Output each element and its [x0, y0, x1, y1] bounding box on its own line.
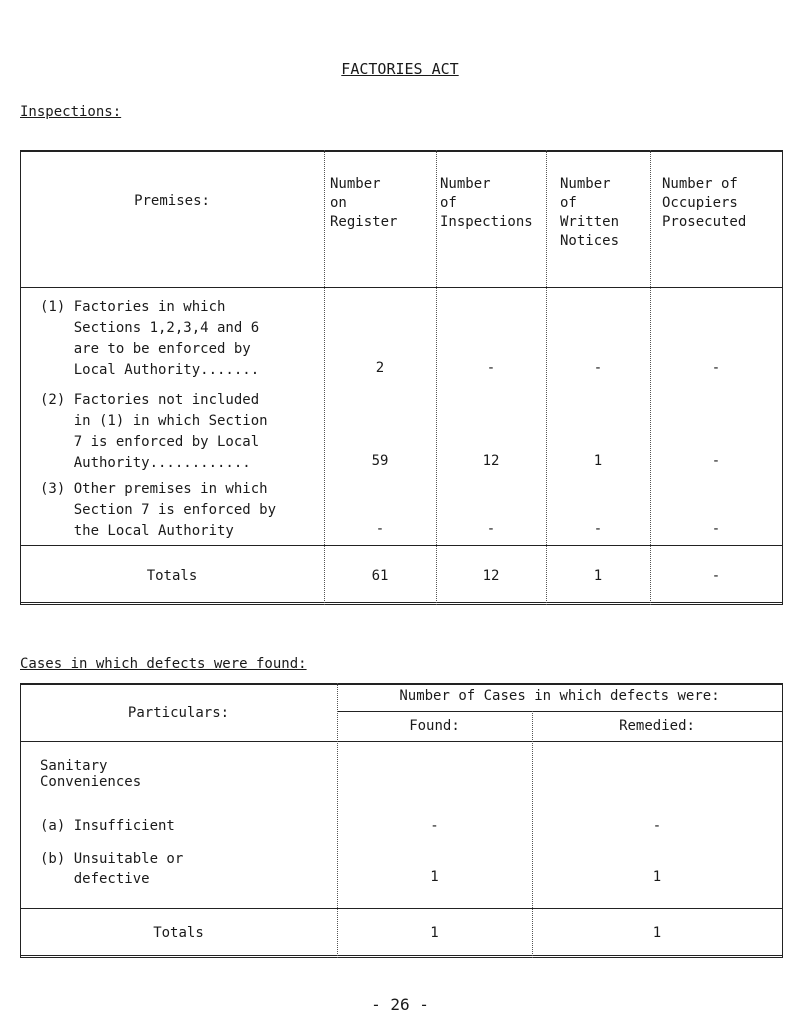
- cell-found: 1: [430, 869, 439, 885]
- row-label: (a) Insufficient: [40, 818, 175, 834]
- cell-notices: -: [593, 521, 603, 537]
- cell-register: 2: [375, 360, 385, 376]
- table-border-right: [782, 683, 783, 958]
- cell-register: 59: [371, 453, 389, 469]
- cell-found: 1: [430, 925, 439, 941]
- header-found: Found:: [409, 718, 460, 734]
- row-label: (3) Other premises in which Section 7 is enforced by the Local Authority: [40, 481, 277, 539]
- table-rule-bottom: [20, 955, 782, 958]
- table-border-right: [782, 150, 783, 605]
- row-label: (2) Factories not included in (1) in which Section 7 is enforced by Local Authority............: [40, 392, 268, 471]
- cell-notices: -: [593, 360, 603, 376]
- header-particulars: Particulars:: [127, 705, 230, 721]
- page-title: FACTORIES ACT: [341, 60, 459, 78]
- cell-remedied: 1: [652, 925, 662, 941]
- column-divider: [532, 711, 533, 958]
- table-rule-top: [20, 150, 782, 152]
- totals-label: Totals: [146, 568, 198, 584]
- cell-remedied: -: [652, 818, 662, 834]
- cell-found: -: [430, 818, 439, 834]
- row-label: (1) Factories in which Sections 1,2,3,4 and 6 are to be enforced by Local Authority.......: [40, 299, 260, 378]
- table-rule-header: [20, 287, 782, 288]
- table-rule-top: [20, 683, 782, 685]
- cell-inspections: 12: [482, 453, 500, 469]
- cell-notices: 1: [593, 568, 603, 584]
- table-rule-bottom: [20, 602, 782, 605]
- cell-inspections: -: [486, 360, 496, 376]
- header-premises: Premises:: [134, 193, 210, 209]
- cell-notices: 1: [593, 453, 603, 469]
- table-rule-totals: [20, 545, 782, 546]
- header-notices: Number of Written Notices: [560, 176, 620, 249]
- cell-inspections: -: [486, 521, 496, 537]
- defects-heading: Cases in which defects were found:: [20, 656, 307, 672]
- header-prosecuted: Number of Occupiers Prosecuted: [662, 176, 747, 230]
- table-border-left: [20, 150, 21, 605]
- cell-register: -: [375, 521, 385, 537]
- cell-prosecuted: -: [711, 568, 721, 584]
- header-register: Number on Register: [330, 176, 398, 230]
- cell-prosecuted: -: [711, 453, 721, 469]
- header-defects-group: Number of Cases in which defects were:: [399, 688, 720, 704]
- table-rule-subheader: [337, 711, 782, 712]
- table-rule-header: [20, 741, 782, 742]
- totals-label: Totals: [153, 925, 204, 941]
- cell-prosecuted: -: [711, 360, 721, 376]
- inspections-heading: Inspections:: [20, 104, 122, 120]
- cell-register: 61: [371, 568, 389, 584]
- table-border-left: [20, 683, 21, 958]
- cell-inspections: 12: [482, 568, 500, 584]
- cell-remedied: 1: [652, 869, 662, 885]
- table-rule-totals: [20, 908, 782, 909]
- cell-prosecuted: -: [711, 521, 721, 537]
- header-remedied: Remedied:: [619, 718, 695, 734]
- header-inspections: Number of Inspections: [440, 176, 533, 230]
- row-label: Sanitary Conveniences: [40, 758, 142, 790]
- page-number: - 26 -: [371, 995, 429, 1014]
- row-label: (b) Unsuitable or defective: [40, 851, 184, 887]
